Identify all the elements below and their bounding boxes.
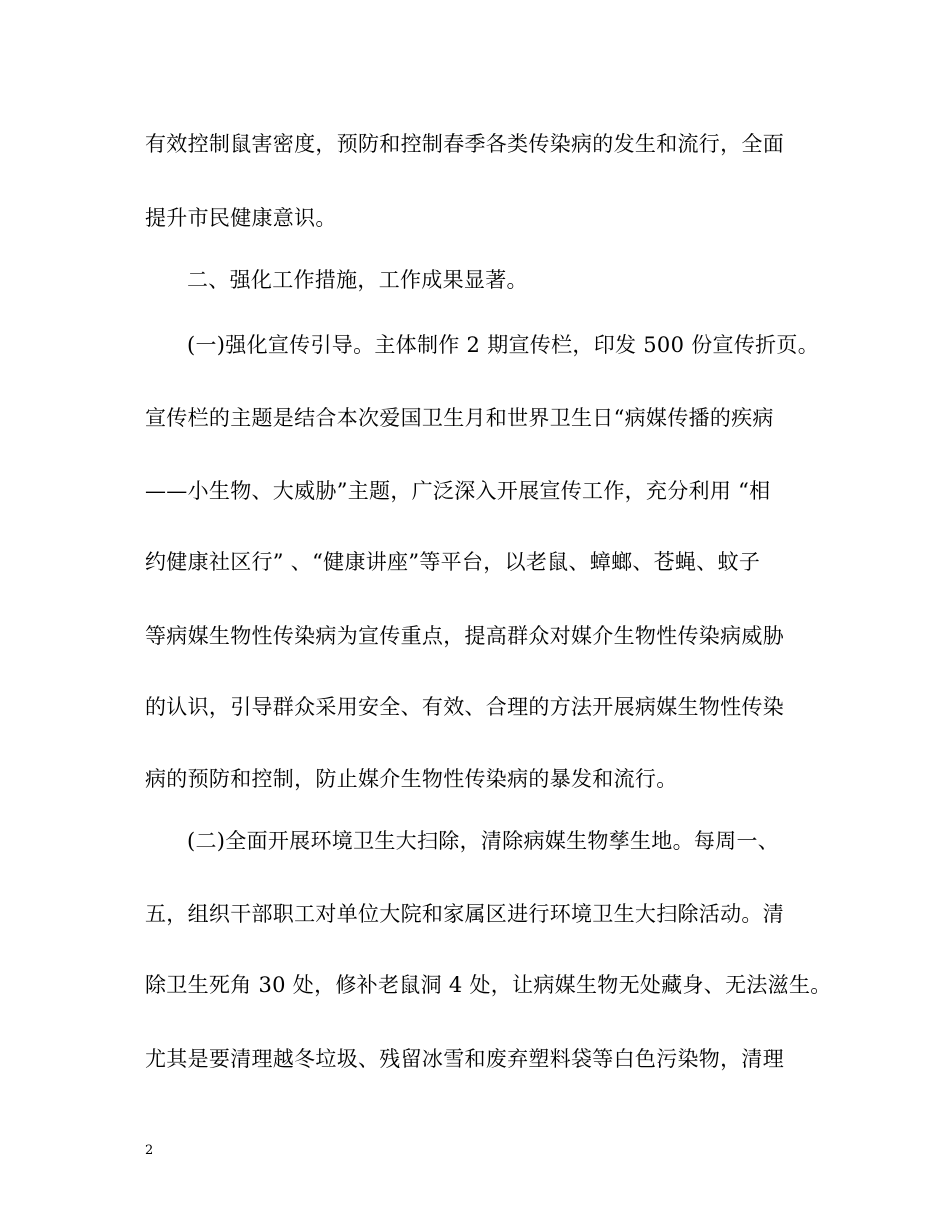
section-heading: 二、强化工作措施，工作成果显著。 (187, 268, 528, 292)
text-line-5: 宣传栏的主题是结合本次爱国卫生月和世界卫生日“病媒传播的疾病 (145, 406, 774, 430)
text-line-8: 等病媒生物性传染病为宣传重点，提高群众对媒介生物性传染病威胁 (145, 624, 784, 648)
text-line-14: 尤其是要清理越冬垃圾、残留冰雪和废弃塑料袋等白色污染物，清理 (145, 1047, 784, 1071)
text-line-7: 约健康社区行” 、“健康讲座”等平台，以老鼠、蟑螂、苍蝇、蚊子 (145, 550, 761, 574)
text-line-1: 有效控制鼠害密度，预防和控制春季各类传染病的发生和流行，全面 (145, 132, 784, 156)
text-line-13: 除卫生死角 30 处，修补老鼠洞 4 处，让病媒生物无处藏身、无法滋生。 (145, 973, 832, 997)
subsection-heading-2: (二)全面开展环境卫生大扫除，清除病媒生物孳生地。每周一、 (187, 829, 780, 853)
text-line-12: 五，组织干部职工对单位大院和家属区进行环境卫生大扫除活动。清 (145, 902, 784, 926)
text-line-9: 的认识，引导群众采用安全、有效、合理的方法开展病媒生物性传染 (145, 695, 784, 719)
text-line-2: 提升市民健康意识。 (145, 206, 337, 230)
text-line-10: 病的预防和控制，防止媒介生物性传染病的暴发和流行。 (145, 767, 678, 791)
page-number: 2 (145, 1143, 154, 1158)
text-line-6: ——小生物、大威胁”主题，广泛深入开展宣传工作，充分利用 “相 (145, 479, 771, 503)
subsection-heading-1: (一)强化宣传引导。主体制作 2 期宣传栏，印发 500 份宣传折页。 (187, 333, 820, 357)
